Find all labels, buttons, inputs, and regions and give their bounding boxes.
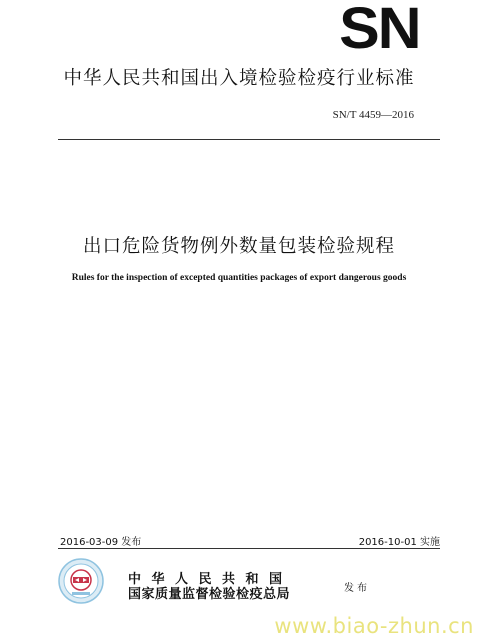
implementation-date: 2016-10-01 实施	[358, 537, 440, 548]
sn-logo: SN	[339, 0, 420, 61]
chinese-title: 出口危险货物例外数量包装检验规程	[82, 236, 395, 257]
watermark-url: www.biao-zhun.cn	[274, 614, 474, 638]
aqsiq-seal-icon	[58, 558, 104, 604]
issue-date: 2016-03-09 发布	[60, 537, 142, 548]
industry-standard-title: 中华人民共和国出入境检验检疫行业标准	[63, 68, 415, 89]
bottom-divider	[58, 548, 440, 549]
english-title: Rules for the inspection of excepted quantities packages of export dangerous goods	[71, 273, 407, 283]
issuing-authority	[128, 572, 293, 602]
standard-number: SN/T 4459—2016	[332, 109, 414, 121]
issuer-agency: 国家质量监督检验检疫总局	[128, 587, 291, 602]
issuer-country: 中华人民共和国	[128, 572, 293, 587]
release-label: 发布	[344, 583, 370, 594]
top-divider	[58, 139, 440, 140]
